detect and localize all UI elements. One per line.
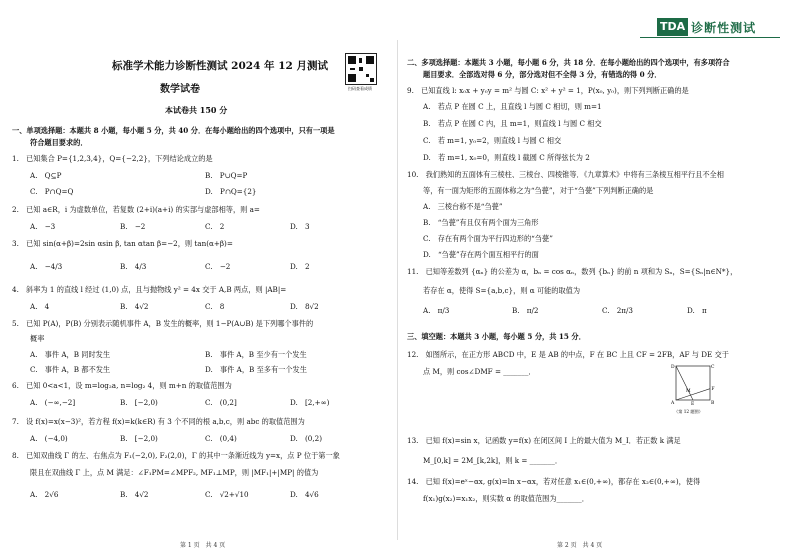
q4-stem: 4. 斜率为 1 的直线 l 经过 (1,0) 点，且与抛物线 y² = 4x 交于 A,B 两点，则 |AB|= xyxy=(12,285,287,294)
q10-stem-2: 等，有一面为矩形的五面体称之为“刍甍”，对于“刍甍”下列判断正确的是 xyxy=(423,186,654,195)
exam-subject: 数学试卷 xyxy=(160,84,200,95)
q4-option-b: B. 4√2 xyxy=(120,302,149,311)
q5-option-b: B. 事件 A，B 至少有一个发生 xyxy=(205,350,307,359)
q5-option-c: C. 事件 A，B 都不发生 xyxy=(30,365,111,374)
section3-heading: 三、填空题：本题共 3 小题，每小题 5 分，共 15 分． xyxy=(407,332,586,341)
q9-option-a: A. 若点 P 在圆 C 上，且直线 l 与圆 C 相切，则 m=1 xyxy=(423,102,602,111)
qr-caption: 扫码查看成绩 xyxy=(348,86,372,91)
q6-option-a: A. (−∞,−2] xyxy=(30,398,76,407)
q2-option-d: D. 3 xyxy=(290,222,310,231)
q9-option-b: B. 若点 P 在圆 C 内，且 m=1，则直线 l 与圆 C 相交 xyxy=(423,119,602,128)
q8-option-b: B. 4√2 xyxy=(120,490,149,499)
q13-stem: 13. 已知 f(x)=sin x，记函数 y=f(x) 在闭区间 I 上的最大值为 M_I．若正数 k 满足 xyxy=(407,436,681,445)
q14-stem-2: f(x₁)g(x₂)=x₁x₂，则实数 α 的取值范围为_______． xyxy=(423,494,589,503)
q12-square-figure xyxy=(668,362,718,417)
q8-stem: 8. 已知双曲线 Γ 的左、右焦点为 F₁(−2,0), F₂(2,0)，Γ 的其中一条渐近线为 y=x，点 P 位于第一象 xyxy=(12,451,340,460)
label-e: E xyxy=(691,402,695,407)
q8-stem-2: 限且在双曲线 Γ 上，点 M 满足：∠F₁PM=∠MPF₂, MF₁⊥MP，则 |MF₁|+|MP| 的值为 xyxy=(30,468,319,477)
q2-option-a: A. −3 xyxy=(30,222,56,231)
q3-option-d: D. 2 xyxy=(290,262,310,271)
q8-option-c: C. √2+√10 xyxy=(205,490,249,499)
q10-option-b: B. “刍甍”有且仅有两个面为三角形 xyxy=(423,218,539,227)
label-a: A xyxy=(671,401,675,406)
label-d: D xyxy=(671,365,675,370)
qr-code-icon xyxy=(345,53,377,85)
q4-option-a: A. 4 xyxy=(30,302,50,311)
q1-option-c: C. P∩Q=Q xyxy=(30,187,74,196)
q5-option-a: A. 事件 A，B 同时发生 xyxy=(30,350,111,359)
right-page xyxy=(397,0,794,557)
q1-option-b: B. P∪Q=P xyxy=(205,171,248,180)
q6-stem: 6. 已知 0<a<1，设 m=log₂a, n=log₂ 4，则 m+n 的取值范围为 xyxy=(12,381,232,390)
q3-stem: 3. 已知 sin(α+β)=2sin αsin β, tan αtan β=−2，则 tan(α+β)= xyxy=(12,239,233,248)
q11-stem: 11. 已知等差数列 {αₙ} 的公差为 α，bₙ = cos αₙ，数列 {bₙ} 的前 n 项和为 Sₙ，S={Sₙ|n∈N*}， xyxy=(407,267,738,276)
q9-stem: 9. 已知直线 l: x₀x + y₀y = m² 与圆 C: x² + y² = 1，P(x₀, y₀)，则下列判断正确的是 xyxy=(407,86,689,95)
q5-stem-2: 概率 xyxy=(30,334,45,343)
q7-option-d: D. (0,2) xyxy=(290,434,323,443)
q7-option-b: B. [−2,0) xyxy=(120,434,158,443)
label-m: M xyxy=(686,389,691,394)
badge-label: 诊断性测试 xyxy=(691,20,757,35)
q3-option-c: C. −2 xyxy=(205,262,231,271)
q10-stem: 10. 我们熟知的五面体有三棱柱、三棱台、四棱锥等．《九章算术》中将有三条棱互相平行且不全相 xyxy=(407,170,724,179)
q10-option-c: C. 存在有两个面为平行四边形的“刍甍” xyxy=(423,234,553,243)
badge-tag: TDA xyxy=(657,18,688,36)
q3-option-a: A. −4/3 xyxy=(30,262,63,271)
footer-right: 第 2 页 共 4 页 xyxy=(557,542,603,549)
q4-option-c: C. 8 xyxy=(205,302,225,311)
segment-af xyxy=(676,389,710,400)
q12-stem-2: 点 M，则 cos∠DMF = _______． xyxy=(423,367,536,376)
footer-left: 第 1 页 共 4 页 xyxy=(180,542,226,549)
q11-option-c: C. 2π/3 xyxy=(602,306,634,315)
q4-option-d: D. 8√2 xyxy=(290,302,319,311)
q6-option-d: D. [2,+∞) xyxy=(290,398,330,407)
q11-stem-2: 若存在 α，使得 S={a,b,c}，则 α 可能的取值为 xyxy=(423,286,581,295)
exam-score: 本试卷共 150 分 xyxy=(165,105,228,115)
section2-heading: 二、多项选择题：本题共 3 小题，每小题 6 分，共 18 分．在每小题给出的四个选项中，有多项符合 xyxy=(407,58,730,67)
q2-stem: 2. 已知 a∈R，i 为虚数单位，若复数 (2+i)(a+i) 的实部与虚部相等，则 a= xyxy=(12,205,260,214)
exam-title: 标准学术能力诊断性测试 2024 年 12 月测试 xyxy=(112,60,328,72)
q7-option-c: C. (0,4) xyxy=(205,434,237,443)
label-f: F xyxy=(711,387,715,392)
q1-option-d: D. P∩Q={2} xyxy=(205,187,257,196)
q3-option-b: B. 4/3 xyxy=(120,262,147,271)
q10-option-a: A. 三棱台称不是“刍甍” xyxy=(423,202,503,211)
section1-heading-2: 符合题目要求的． xyxy=(30,138,88,147)
q11-option-b: B. π/2 xyxy=(512,306,539,315)
q11-option-a: A. π/3 xyxy=(423,306,450,315)
segment-de xyxy=(676,366,693,400)
q8-option-d: D. 4√6 xyxy=(290,490,319,499)
q6-option-b: B. [−2,0) xyxy=(120,398,158,407)
label-b: B xyxy=(711,401,715,406)
q6-option-c: C. (0,2] xyxy=(205,398,237,407)
q5-stem: 5. 已知 P(A)，P(B) 分别表示随机事件 A，B 发生的概率，则 1−P(A∪B) 是下列哪个事件的 xyxy=(12,319,314,328)
q8-option-a: A. 2√6 xyxy=(30,490,59,499)
label-c: C xyxy=(711,365,715,370)
section1-heading: 一、单项选择题：本题共 8 小题，每小题 5 分，共 40 分．在每小题给出的四个选项中，只有一项是 xyxy=(12,126,335,135)
q7-stem: 7. 设 f(x)=x(x−3)²，若方程 f(x)=k(k∈R) 有 3 个不同的根 a,b,c，则 abc 的取值范围为 xyxy=(12,417,305,426)
q13-stem-2: M_[0,k] = 2M_[k,2k]，则 k = _______． xyxy=(423,456,563,465)
q14-stem: 14. 已知 f(x)=eˣ−αx, g(x)=ln x−αx，若对任意 x₁∈(0,+∞)，都存在 x₂∈(0,+∞)，使得 xyxy=(407,477,701,486)
q11-option-d: D. π xyxy=(687,306,707,315)
q7-option-a: A. (−4,0) xyxy=(30,434,68,443)
q9-option-c: C. 若 m=1, y₀=2，则直线 l 与圆 C 相交 xyxy=(423,136,562,145)
q12-figure-caption: （第 12 题图） xyxy=(674,409,703,414)
q1-option-a: A. Q⊆P xyxy=(30,171,62,180)
q1-stem: 1. 已知集合 P={1,2,3,4}，Q={−2,2}，下列结论成立的是 xyxy=(12,154,213,163)
q10-option-d: D. “刍甍”存在两个面互相平行的面 xyxy=(423,250,539,259)
square-abcd xyxy=(676,366,710,400)
section2-heading-2: 题目要求．全部选对得 6 分，部分选对但不全得 3 分，有错选的得 0 分． xyxy=(423,70,662,79)
q2-option-b: B. −2 xyxy=(120,222,146,231)
q2-option-c: C. 2 xyxy=(205,222,225,231)
q9-option-d: D. 若 m=1, x₀=0，则直线 l 截圆 C 所得弦长为 2 xyxy=(423,153,590,162)
q12-stem: 12. 如图所示，在正方形 ABCD 中，E 是 AB 的中点，F 在 BC 上且 CF = 2FB，AF 与 DE 交于 xyxy=(407,350,729,359)
q5-option-d: D. 事件 A，B 至多有一个发生 xyxy=(205,365,307,374)
